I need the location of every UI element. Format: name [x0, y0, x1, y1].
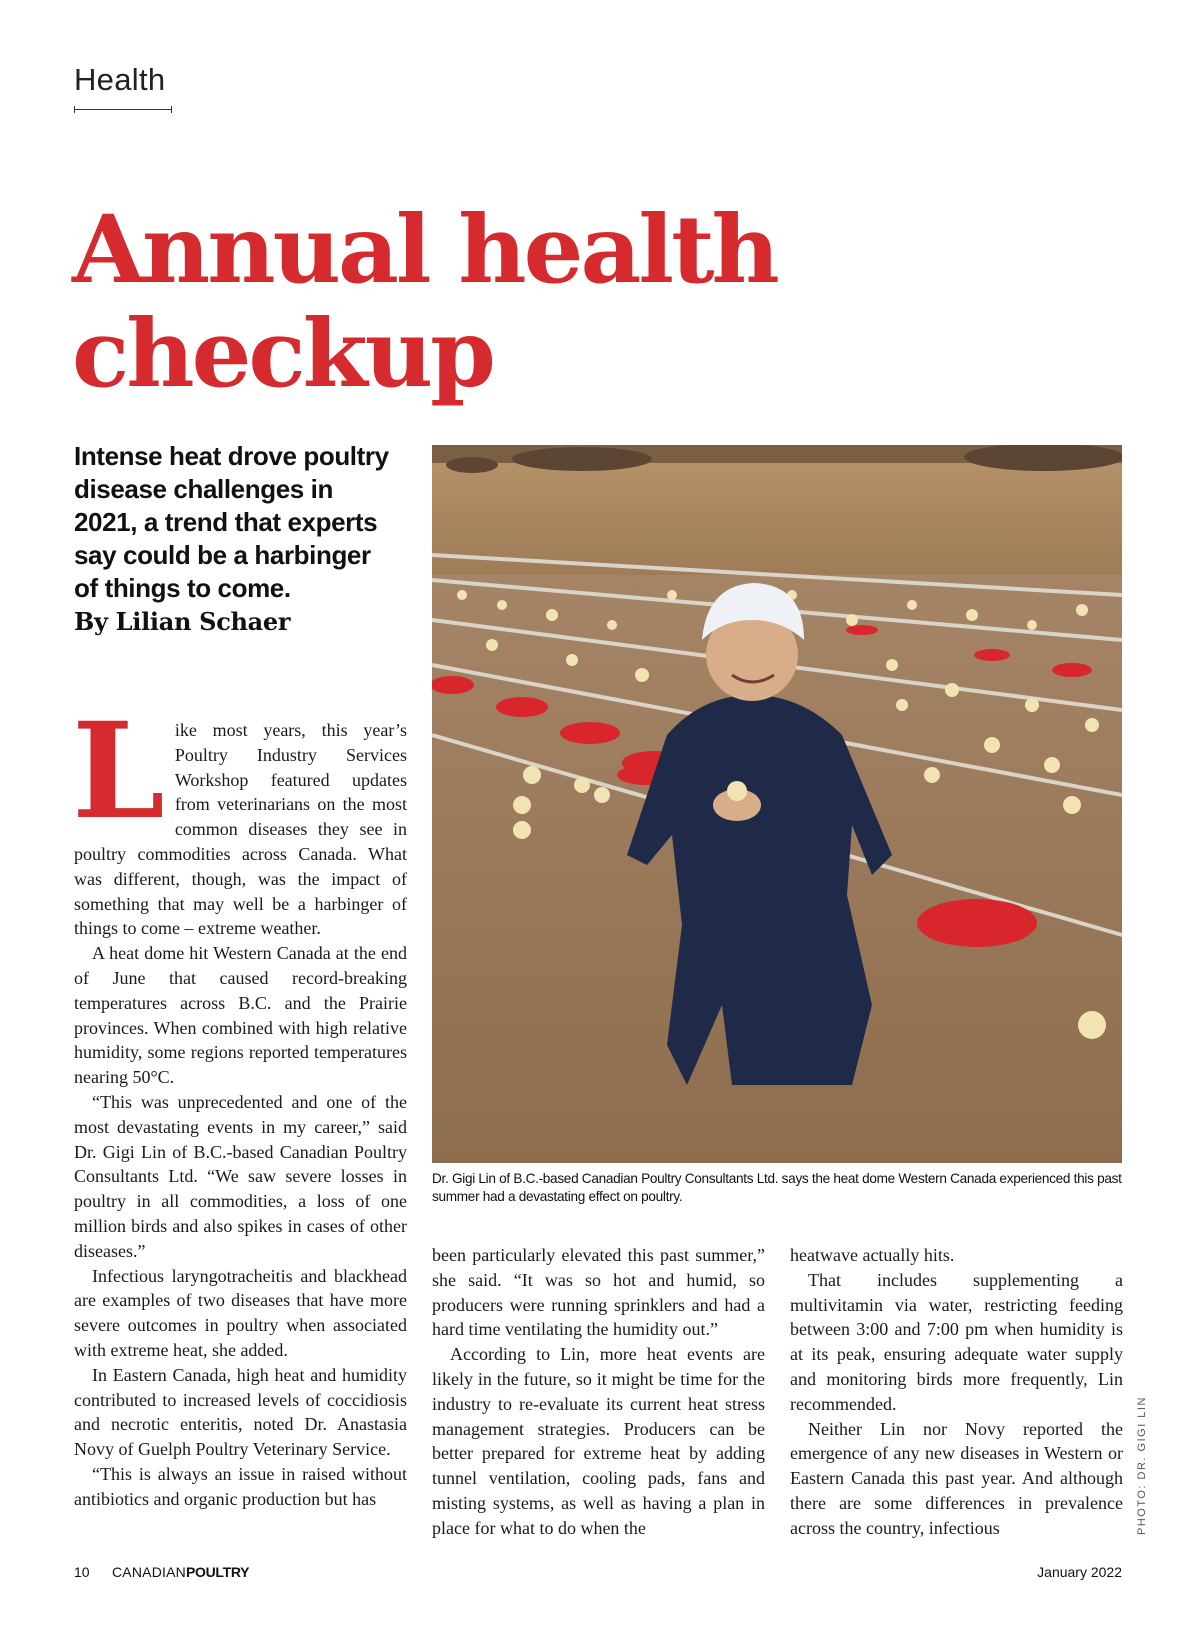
article-paragraph: A heat dome hit Western Canada at the end of June that caused record-breaking temperatures across B.C. and the Prairie provinces. When combined with high relative humidity, some regions reported temperatures nearing 50°C. [74, 943, 407, 1088]
article-paragraph: Infectious laryngotracheitis and blackhead are examples of two diseases that have more severe outcomes in poultry when associated with extreme heat, she added. [74, 1265, 407, 1360]
photo-caption: Dr. Gigi Lin of B.C.-based Canadian Poultry Consultants Ltd. says the heat dome Western Canada experienced this past summer had a devastating effect on poultry. [432, 1171, 1122, 1204]
article-paragraph: According to Lin, more heat events are likely in the future, so it might be time for the industry to re-evaluate its current heat stress management strategies. Producers can be better prepared for extreme heat by adding tunnel ventilation, cooling pads, fans and misting systems, as well as having a plan in place for what to do when the [432, 1344, 765, 1538]
section-label: Health [74, 62, 166, 97]
article-column-3 [790, 1243, 1123, 1541]
article-paragraph: Neither Lin nor Novy reported the emergence of any new diseases in Western or Eastern Canada this past year. And although there are some differences in prevalence across the country, infectious [790, 1418, 1123, 1538]
magazine-title: POULTRY [185, 1564, 250, 1580]
section-rule [74, 109, 172, 110]
article-paragraph: In Eastern Canada, high heat and humidity contributed to increased levels of coccidiosis and necrotic enteritis, noted Dr. Anastasia Novy of Guelph Poultry Veterinary Service. [74, 1364, 407, 1460]
article-paragraph: That includes supplementing a multivitamin via water, restricting feeding between 3:00 and 7:00 pm when humidity is at its peak, ensuring adequate water supply and monitoring birds more frequently, Lin recommended. [790, 1269, 1123, 1414]
byline: By Lilian Schaer [74, 607, 291, 636]
magazine-prefix: CANADIAN [112, 1564, 186, 1580]
article-paragraph: been particularly elevated this past summer,” she said. “It was so hot and humid, so producers were running sprinklers and had a hard time ventilating the humidity out.” [432, 1245, 765, 1340]
page-number: 10 [74, 1564, 90, 1580]
article-column-1 [72, 694, 407, 1512]
deck-text: Intense heat drove poultry disease challenges in 2021, a trend that experts say could be a harbinger of things to come. [74, 441, 389, 603]
article-column-2 [432, 1243, 765, 1541]
article-paragraph: ike most years, this year’s Poultry Industry Services Workshop featured updates from veterinarians on the most common diseases they see in poultry commodities across Canada. What was different, though, was the impact of something that may well be a harbinger of things to come – extreme weather. [74, 720, 407, 939]
article-paragraph: heatwave actually hits. [790, 1245, 955, 1265]
article-paragraph: “This is always an issue in raised without antibiotics and organic production but has [74, 1463, 407, 1509]
drop-cap: L [72, 694, 165, 849]
barn-photo-illustration [432, 445, 1122, 1163]
photo-credit: PHOTO: DR. GIGI LIN [1136, 1396, 1148, 1535]
article-paragraph: “This was unprecedented and one of the most devastating events in my career,” said Dr. Gigi Lin of B.C.-based Canadian Poultry Consultants Ltd. “We saw severe losses in poultry in all commodities, a loss of one million birds and also spikes in cases of other diseases.” [74, 1091, 407, 1261]
magazine-name [112, 1564, 249, 1580]
issue-date: January 2022 [1037, 1564, 1122, 1580]
headline: Annual health checkup [72, 195, 777, 409]
article-photo [432, 445, 1122, 1163]
deck [74, 440, 394, 638]
